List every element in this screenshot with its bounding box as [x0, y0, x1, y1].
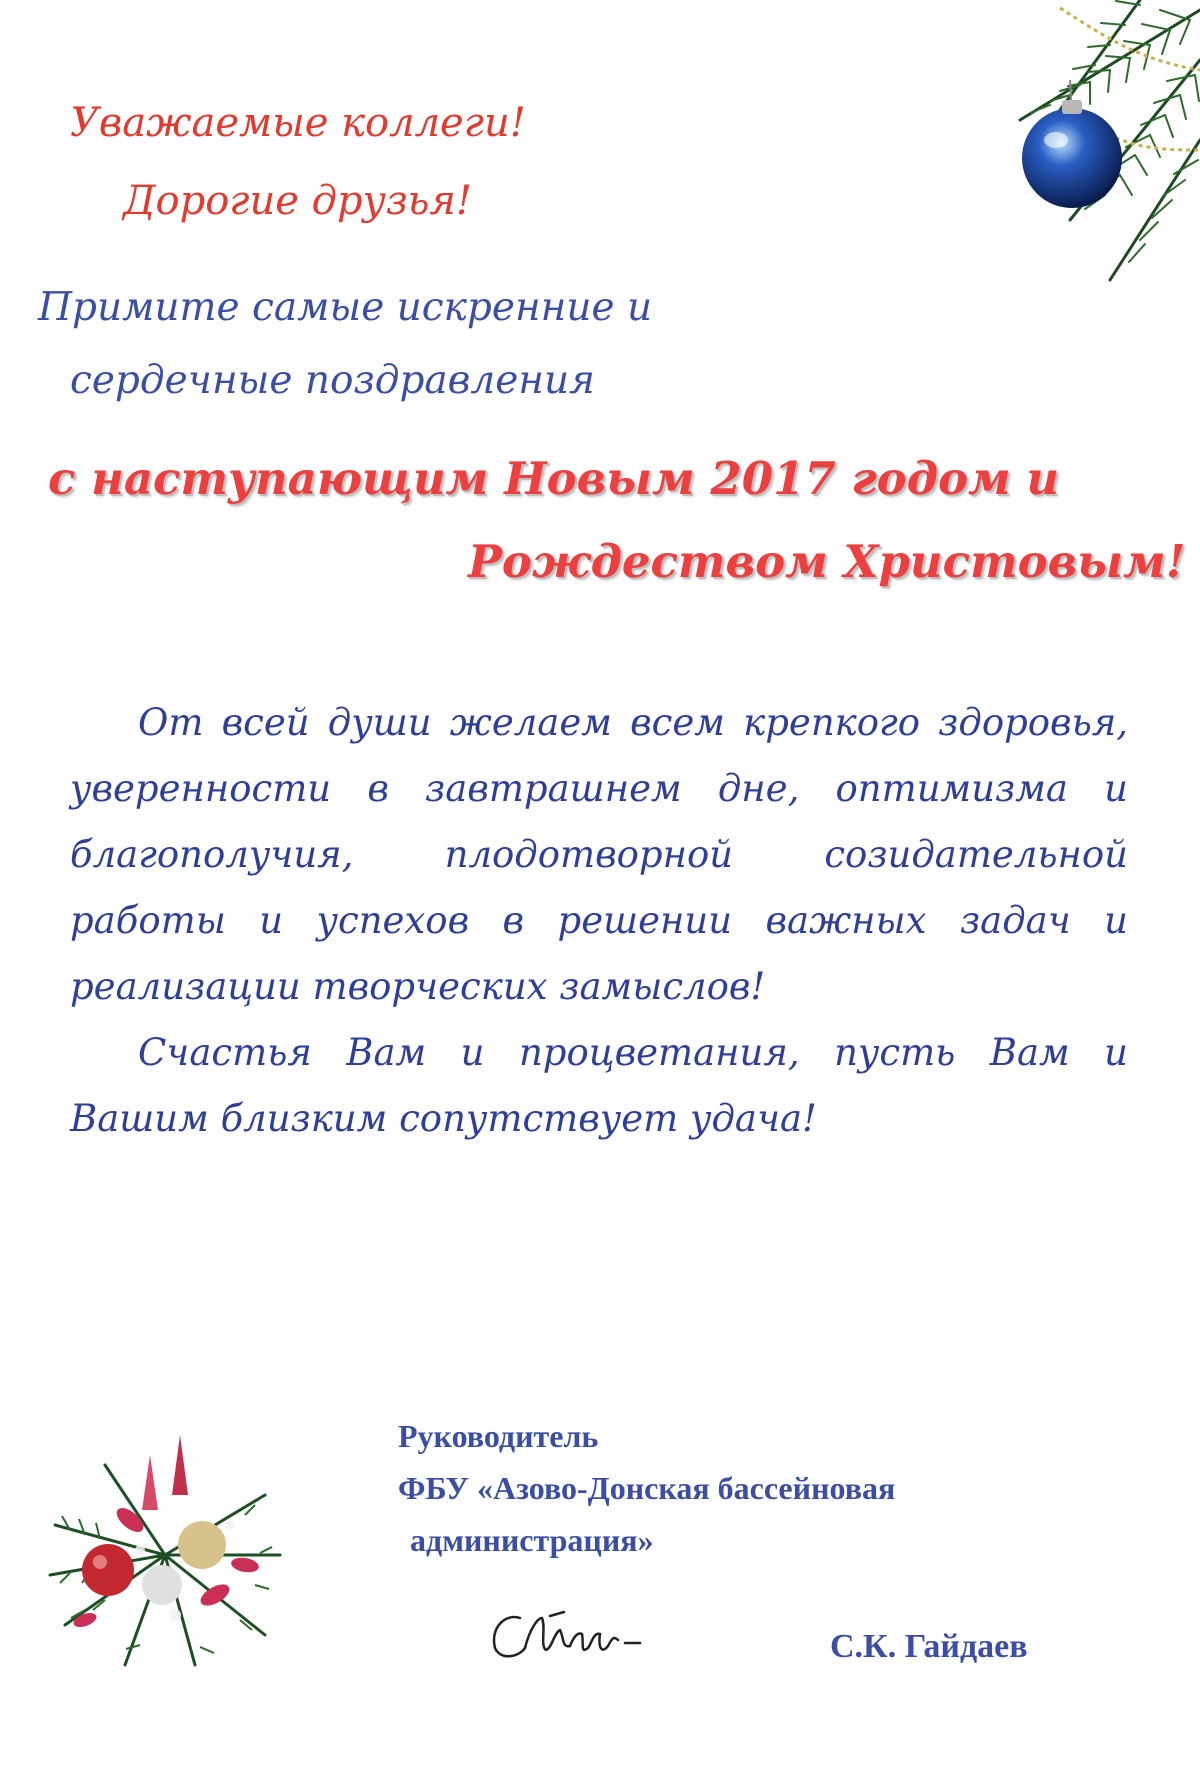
new-year-heading-line-2: Рождеством Христовым!: [468, 535, 1186, 588]
signatory-title-line-1: Руководитель: [398, 1418, 599, 1454]
greeting-line-1: Уважаемые коллеги!: [70, 100, 526, 146]
signatory-title-line-3: администрация»: [410, 1522, 654, 1558]
wishes-body: [70, 690, 1128, 1152]
greeting-line-2: Дорогие друзья!: [123, 178, 472, 224]
christmas-tree-branch-decoration: [810, 0, 1200, 290]
intro-line-1: Примите самые искренние и: [38, 285, 653, 330]
intro-line-2: сердечные поздравления: [70, 358, 595, 403]
signatory-title: [398, 1410, 895, 1566]
new-year-heading-line-1: с наступающим Новым 2017 годом и: [48, 452, 1060, 505]
signatory-title-line-2: ФБУ «Азово-Донская бассейновая: [398, 1470, 896, 1506]
christmas-bouquet-decoration: [30, 1415, 300, 1685]
handwritten-signature: [480, 1588, 660, 1678]
signatory-name: С.К. Гайдаев: [830, 1628, 1028, 1665]
wishes-paragraph-2: Счастья Вам и процветания, пусть Вам и Вашим близким сопутствует удача!: [70, 1031, 1128, 1140]
wishes-paragraph-1: От всей души желаем всем крепкого здоровья, уверенности в завтрашнем дне, оптимизма и благополучия, плодотворной созидательной работы и успехов в решении важных задач и реализации творческих замыслов!: [70, 701, 1128, 1008]
